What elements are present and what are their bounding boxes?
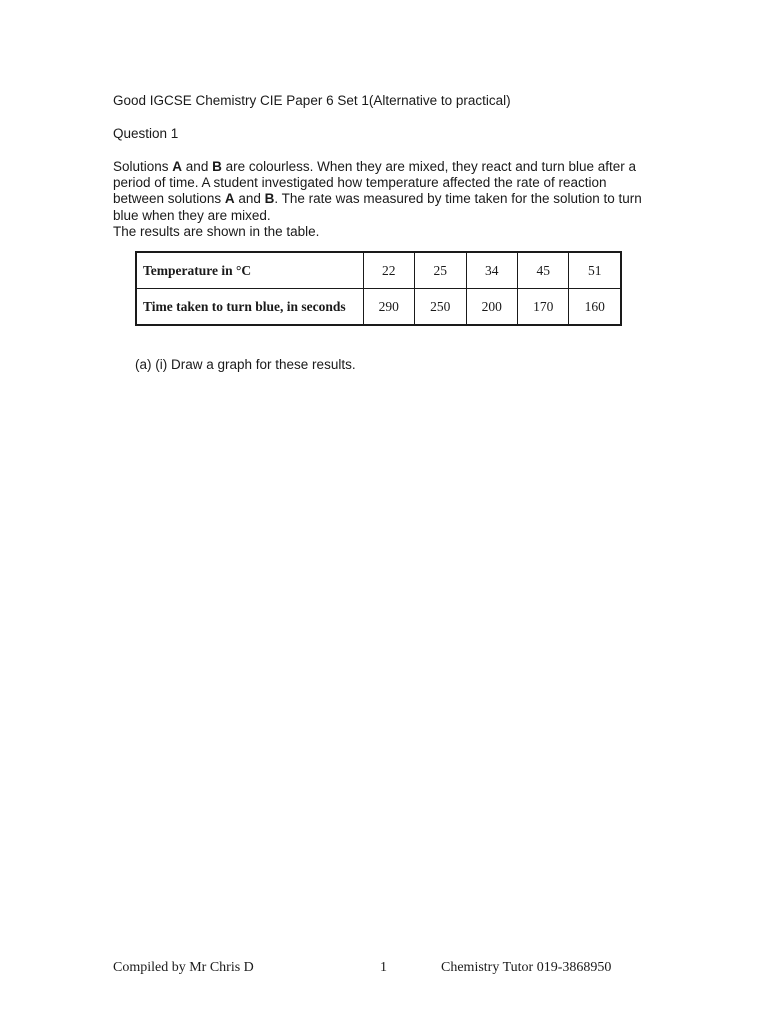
table-cell: 25 [415,252,466,289]
table-cell: 45 [518,252,569,289]
row-header-temperature: Temperature in °C [136,252,363,289]
sub-question-a-i: (a) (i) Draw a graph for these results. [135,357,356,372]
table-cell: 170 [518,289,569,326]
table-cell: 34 [466,252,517,289]
footer-compiled-by: Compiled by Mr Chris D [113,960,254,975]
table-cell: 51 [569,252,621,289]
solution-a-label-2: A [224,191,235,207]
table-row-time [136,289,621,326]
table-cell: 290 [363,289,414,326]
intro-text-3: are colourless. When they are mixed, they react and turn blue after a period of time. A student investigated how temperature affected the rate of reaction between solutions [113,159,637,207]
solution-b-label: B [212,159,222,174]
table-cell: 200 [466,289,517,326]
results-line: The results are shown in the table. [113,223,320,239]
intro-text-4: and [234,191,265,207]
table-row-temperature [136,252,621,289]
footer-tutor-contact: Chemistry Tutor 019-3868950 [441,960,612,975]
intro-text-5: . The rate was measured by time taken for the solution to turn blue when they are mixed. [113,191,642,223]
question-heading: Question 1 [113,126,179,141]
solution-b-label-2: B [264,191,275,207]
table-cell: 22 [363,252,414,289]
row-header-time: Time taken to turn blue, in seconds [136,289,363,326]
intro-text-1: Solutions [113,159,173,174]
document-title: Good IGCSE Chemistry CIE Paper 6 Set 1(Alternative to practical) [113,93,511,108]
table-cell: 250 [415,289,466,326]
table-cell: 160 [569,289,621,326]
intro-paragraph [113,159,661,224]
question-intro [113,159,661,240]
footer-page-number: 1 [380,960,387,975]
solution-a-label: A [172,159,183,174]
intro-text-2: and [182,159,213,174]
results-table [135,251,622,326]
